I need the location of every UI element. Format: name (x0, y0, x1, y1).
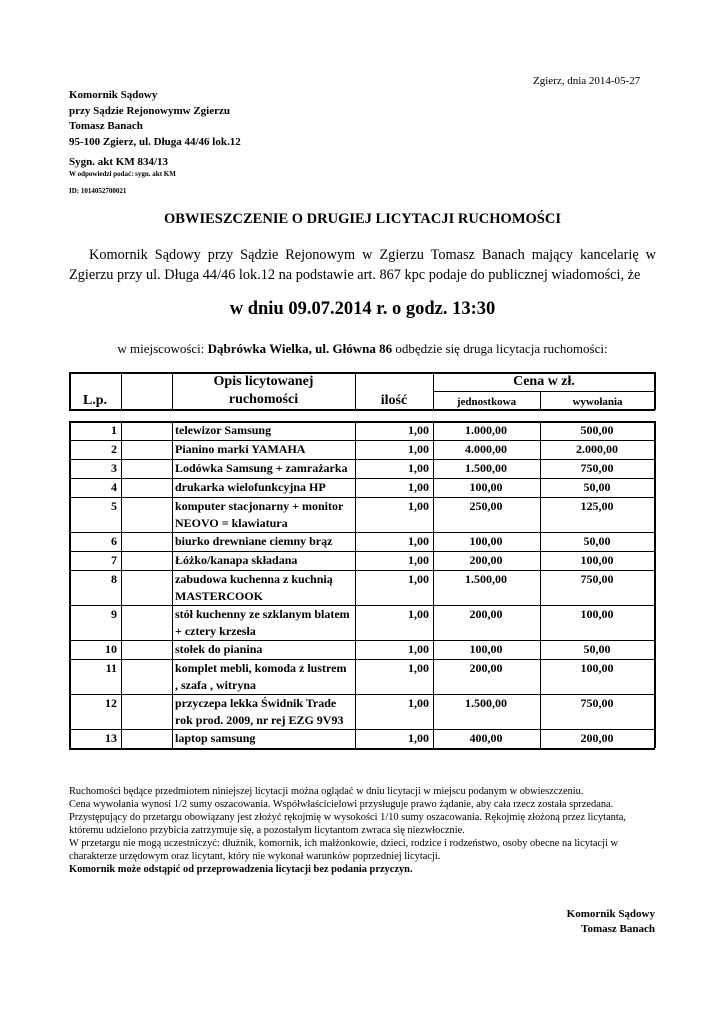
row-description: drukarka wielofunkcyjna HP (175, 480, 326, 494)
row-description: stołek do pianina (175, 642, 263, 656)
row-quantity: 1,00 (408, 480, 429, 494)
signature-title: Komornik Sądowy (566, 908, 655, 920)
place-date: Zgierz, dnia 2014-05-27 (533, 75, 641, 87)
row-description: stół kuchenny ze szklanym blatem (175, 607, 350, 621)
row-unit-price: 200,00 (469, 661, 503, 675)
row-description: przyczepa lekka Świdnik Trade (175, 696, 337, 710)
row-lp: 5 (111, 499, 117, 513)
footer-notes (69, 785, 659, 876)
header-cena: Cena w zł. (513, 374, 575, 389)
row-starting-price: 2.000,00 (576, 442, 618, 456)
row-unit-price: 400,00 (469, 731, 503, 745)
row-unit-price: 250,00 (469, 499, 503, 513)
row-starting-price: 100,00 (580, 661, 614, 675)
row-starting-price: 100,00 (580, 553, 614, 567)
row-starting-price: 200,00 (580, 731, 614, 745)
table-bottom-border (69, 748, 655, 750)
row-unit-price: 1.500,00 (465, 696, 507, 710)
row-description: komputer stacjonarny + monitor (175, 499, 344, 513)
row-lp: 13 (105, 731, 117, 745)
header-opis-line1: Opis licytowanej (213, 374, 314, 389)
row-unit-price: 100,00 (469, 534, 503, 548)
row-starting-price: 50,00 (583, 480, 611, 494)
row-quantity: 1,00 (408, 731, 429, 745)
row-description-cont: MASTERCOOK (175, 589, 264, 603)
row-description-cont: NEOVO = klawiatura (175, 516, 288, 530)
row-quantity: 1,00 (408, 607, 429, 621)
row-unit-price: 100,00 (469, 642, 503, 656)
row-description: telewizor Samsung (175, 423, 272, 437)
row-unit-price: 1.500,00 (465, 572, 507, 586)
row-lp: 3 (111, 461, 117, 475)
row-lp: 10 (105, 642, 117, 656)
row-lp: 9 (111, 607, 117, 621)
row-unit-price: 1.000,00 (465, 423, 507, 437)
location-prefix: w miejscowości: (117, 341, 208, 356)
row-unit-price: 100,00 (469, 480, 503, 494)
row-quantity: 1,00 (408, 534, 429, 548)
row-starting-price: 750,00 (580, 696, 614, 710)
bailiff-header (69, 88, 241, 150)
row-starting-price: 125,00 (580, 499, 614, 513)
column-divider (355, 421, 356, 748)
row-lp: 12 (105, 696, 117, 710)
case-reference: Sygn. akt KM 834/13 (69, 156, 169, 168)
location-place: Dąbrówka Wielka, ul. Główna 86 (207, 341, 393, 356)
footer-note: Przystępujący do przetargu obowiązany jest złożyć rękojmię w wysokości 1/10 sumy oszacowania. Rękojmię złożoną przez licytanta, któremu udzielono przybicia zatrzymuje się, a pozostałym licytantom zwraca się niezwłocznie. (69, 812, 626, 836)
row-lp: 8 (111, 572, 117, 586)
row-description: biurko drewniane ciemny brąz (175, 534, 333, 548)
header-lp: L.p. (82, 393, 108, 408)
case-reference-note: W odpowiedzi podać: sygn. akt KM (69, 170, 176, 178)
row-quantity: 1,00 (408, 696, 429, 710)
row-lp: 11 (105, 661, 117, 675)
row-starting-price: 750,00 (580, 461, 614, 475)
signature (540, 907, 655, 937)
footer-note: W przetargu nie mogą uczestniczyć: dłużnik, komornik, ich małżonkowie, dzieci, rodzice i rodzeństwo, osoby obecne na licytacji w charakterze urzędowym oraz licytant, który nie wykonał warunków poprzedniej licytacji. (69, 838, 618, 862)
row-unit-price: 4.000,00 (465, 442, 507, 456)
row-quantity: 1,00 (408, 423, 429, 437)
row-quantity: 1,00 (408, 553, 429, 567)
row-lp: 7 (111, 553, 117, 567)
auction-location (0, 341, 725, 357)
row-unit-price: 200,00 (469, 553, 503, 567)
row-quantity: 1,00 (408, 661, 429, 675)
row-starting-price: 50,00 (583, 642, 611, 656)
column-divider (121, 421, 122, 748)
row-description: Pianino marki YAMAHA (175, 442, 306, 456)
row-quantity: 1,00 (408, 572, 429, 586)
intro-paragraph: Komornik Sądowy przy Sądzie Rejonowym w Zgierzu Tomasz Banach mający kancelarię w Zgierzu przy ul. Długa 44/46 lok.12 na podstawie art. 867 kpc podaje do publicznej wiadomości, że (69, 247, 656, 283)
price-subheader-divider (433, 391, 655, 392)
column-divider (540, 421, 541, 748)
header-col-divider (121, 372, 122, 410)
footer-note-bold: Komornik może odstąpić od przeprowadzenia licytacji bez podania przyczyn. (69, 864, 413, 875)
row-starting-price: 750,00 (580, 572, 614, 586)
court-name: przy Sądzie Rejonowymw Zgierzu (69, 104, 231, 117)
row-lp: 6 (111, 534, 117, 548)
row-lp: 1 (111, 423, 117, 437)
row-unit-price: 1.500,00 (465, 461, 507, 475)
row-quantity: 1,00 (408, 499, 429, 513)
row-quantity: 1,00 (408, 642, 429, 656)
row-lp: 2 (111, 442, 117, 456)
row-description: Łóżko/kanapa składana (175, 553, 298, 567)
row-description: Lodówka Samsung + zamrażarka (175, 461, 348, 475)
row-description-cont: , szafa , witryna (175, 678, 256, 692)
row-quantity: 1,00 (408, 461, 429, 475)
row-description: zabudowa kuchenna z kuchnią (175, 572, 333, 586)
document-id: ID: 1014052700021 (69, 187, 127, 195)
footer-note: Cena wywołania wynosi 1/2 sumy oszacowania. Współwłaścicielowi przysługuje prawo żądanie, aby cała rzecz została sprzedana. (69, 799, 614, 810)
bailiff-title: Komornik Sądowy (69, 89, 158, 101)
row-description-cont: + cztery krzesła (175, 624, 256, 638)
footer-note: Ruchomości będące przedmiotem niniejszej licytacji można oglądać w dniu licytacji w miejscu podanym w obwieszczeniu. (69, 786, 584, 797)
column-divider (654, 421, 656, 748)
column-divider (433, 421, 434, 748)
header-ilosc: ilość (380, 393, 408, 408)
row-description-cont: rok prod. 2009, nr rej EZG 9V93 (175, 713, 344, 727)
column-divider (172, 421, 173, 748)
header-jednostkowa: jednostkowa (456, 396, 517, 408)
column-divider (69, 421, 71, 748)
header-opis-line2: ruchomości (228, 392, 299, 407)
row-starting-price: 100,00 (580, 607, 614, 621)
row-description: komplet mebli, komoda z lustrem (175, 661, 347, 675)
signature-name: Tomasz Banach (581, 923, 655, 935)
row-starting-price: 500,00 (580, 423, 614, 437)
row-description: laptop samsung (175, 731, 256, 745)
auction-date: w dniu 09.07.2014 r. o godz. 13:30 (229, 299, 496, 319)
location-suffix: odbędzie się druga licytacja ruchomości: (392, 341, 608, 356)
document-title: OBWIESZCZENIE O DRUGIEJ LICYTACJI RUCHOMOŚCI (164, 211, 561, 227)
row-lp: 4 (111, 480, 117, 494)
bailiff-name: Tomasz Banach (69, 120, 143, 132)
row-starting-price: 50,00 (583, 534, 611, 548)
row-unit-price: 200,00 (469, 607, 503, 621)
header-wywolania: wywołania (572, 396, 623, 408)
header-bottom-border (69, 409, 655, 411)
row-quantity: 1,00 (408, 442, 429, 456)
bailiff-address: 95-100 Zgierz, ul. Długa 44/46 lok.12 (69, 135, 241, 148)
